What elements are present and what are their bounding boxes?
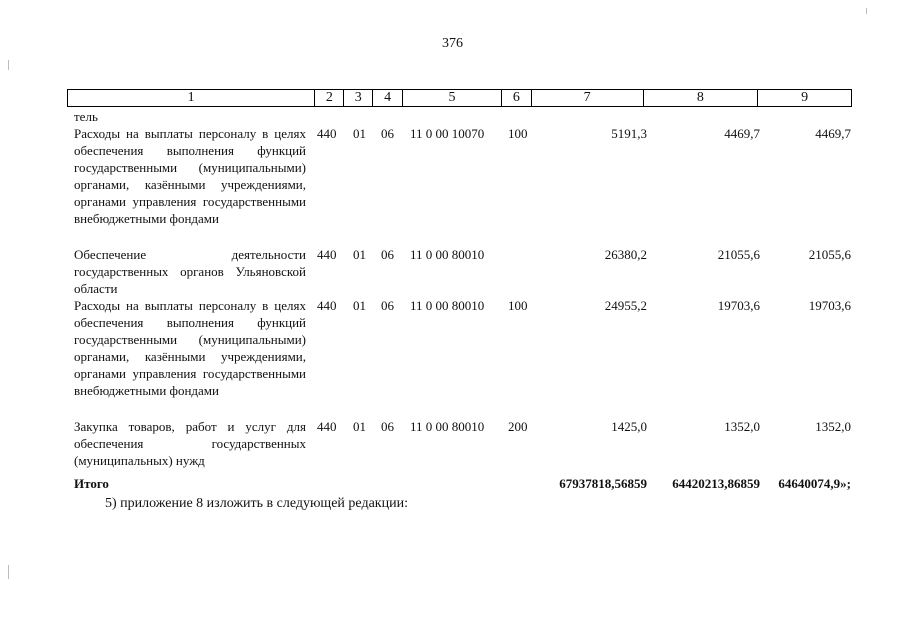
cell-amount-col7: 26380,2 [604, 247, 647, 262]
total-label: Итого [74, 476, 109, 491]
cell-subsection: 06 [381, 298, 394, 313]
scan-speck [8, 565, 9, 579]
cell-admin-code: 440 [317, 419, 337, 434]
cell-amount-col7: 1425,0 [611, 419, 647, 434]
cell-amount-col8: 1352,0 [724, 419, 760, 434]
cell-target-article: 11 0 00 80010 [410, 247, 485, 262]
cell-expense-type: 100 [508, 298, 528, 313]
cell-section: 01 [353, 419, 366, 434]
cell-section: 01 [353, 247, 366, 262]
cell-amount-col9: 1352,0 [815, 419, 851, 434]
cell-section: 01 [353, 126, 366, 141]
cell-amount-col8: 19703,6 [717, 298, 760, 313]
cell-target-article: 11 0 00 10070 [410, 126, 485, 141]
cell-subsection: 06 [381, 247, 394, 262]
header-col-5: 5 [403, 90, 502, 106]
row-description: Обеспечение деятельности государственных органов Ульяновской области [74, 247, 306, 296]
cell-subsection: 06 [381, 419, 394, 434]
row-description: Расходы на выплаты персоналу в целях обеспечения выполнения функций государственными (муниципальными) органами, казёнными учреждениями, органами управления государственными внебюджетными фондами [74, 126, 306, 226]
row-description: Расходы на выплаты персоналу в целях обеспечения выполнения функций государственными (муниципальными) органами, казёнными учреждениями, органами управления государственными внебюджетными фондами [74, 298, 306, 398]
cell-amount-col8: 21055,6 [717, 247, 760, 262]
cell-amount-col7: 24955,2 [604, 298, 647, 313]
cell-target-article: 11 0 00 80010 [410, 419, 485, 434]
row-description: Закупка товаров, работ и услуг для обеспечения государственных (муниципальных) нужд [74, 419, 306, 468]
header-col-3: 3 [344, 90, 373, 106]
total-col9: 64640074,9»; [778, 476, 851, 491]
cell-amount-col7: 5191,3 [611, 126, 647, 141]
cell-admin-code: 440 [317, 247, 337, 262]
cell-target-article: 11 0 00 80010 [410, 298, 485, 313]
header-col-1: 1 [68, 90, 315, 106]
header-col-4: 4 [373, 90, 403, 106]
total-col8: 64420213,86859 [672, 476, 760, 491]
cell-amount-col9: 21055,6 [808, 247, 851, 262]
cell-admin-code: 440 [317, 298, 337, 313]
cell-amount-col8: 4469,7 [724, 126, 760, 141]
continuation-text: тель [74, 109, 98, 124]
scan-speck [866, 8, 867, 14]
scan-speck [8, 60, 9, 70]
cell-expense-type: 100 [508, 126, 528, 141]
cell-section: 01 [353, 298, 366, 313]
header-col-7: 7 [532, 90, 644, 106]
total-col7: 67937818,56859 [559, 476, 647, 491]
cell-admin-code: 440 [317, 126, 337, 141]
table-header-row [67, 89, 852, 107]
cell-expense-type: 200 [508, 419, 528, 434]
footer-instruction: 5) приложение 8 изложить в следующей редакции: [105, 496, 408, 511]
header-col-8: 8 [644, 90, 759, 106]
cell-amount-col9: 4469,7 [815, 126, 851, 141]
page-number: 376 [442, 36, 463, 51]
header-col-2: 2 [315, 90, 344, 106]
header-col-6: 6 [502, 90, 532, 106]
cell-amount-col9: 19703,6 [808, 298, 851, 313]
header-col-9: 9 [801, 90, 809, 105]
cell-subsection: 06 [381, 126, 394, 141]
